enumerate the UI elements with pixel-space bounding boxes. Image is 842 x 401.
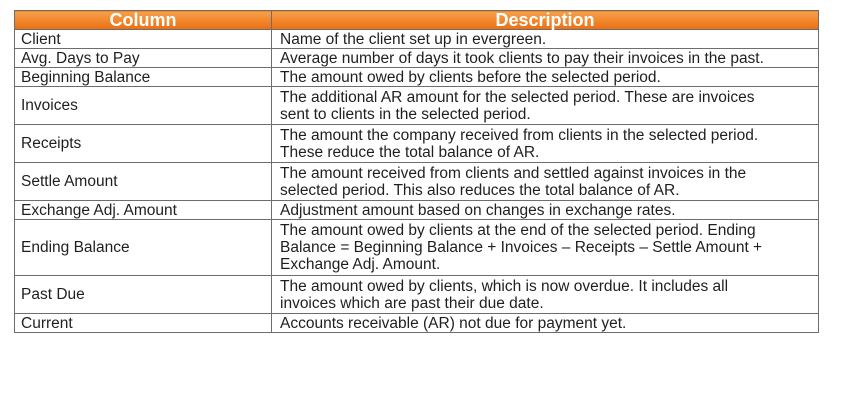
description-cell — [272, 220, 819, 276]
description-cell — [272, 201, 819, 220]
description-cell — [272, 276, 819, 314]
column-name-cell: Receipts — [15, 125, 272, 163]
description-line: The amount the company received from clients in the selected period. — [280, 126, 759, 144]
column-name-cell: Exchange Adj. Amount — [15, 201, 272, 220]
table-row — [15, 220, 819, 276]
table-row — [15, 276, 819, 314]
description-line: The amount owed by clients at the end of the selected period. Ending — [280, 222, 756, 239]
column-description-table — [14, 10, 819, 333]
description-cell — [272, 125, 819, 163]
description-cell — [272, 163, 819, 201]
table-header-row — [15, 11, 819, 30]
table-row — [15, 314, 819, 333]
table-row — [15, 125, 819, 163]
column-name-cell: Client — [15, 30, 272, 49]
column-name-cell: Invoices — [15, 87, 272, 125]
description-line: These reduce the total balance of AR. — [280, 143, 540, 161]
table-row — [15, 30, 819, 49]
column-name-cell: Avg. Days to Pay — [15, 49, 272, 68]
description-line: invoices which are past their due date. — [280, 294, 544, 312]
description-line: Adjustment amount based on changes in exchange rates. — [280, 201, 676, 219]
description-line: Average number of days it took clients to pay their invoices in the past. — [280, 49, 764, 67]
description-line: Accounts receivable (AR) not due for payment yet. — [280, 314, 627, 332]
table-row — [15, 49, 819, 68]
description-line: The amount owed by clients before the selected period. — [280, 68, 661, 86]
description-header: Description — [272, 11, 819, 30]
description-line: The additional AR amount for the selected period. These are invoices — [280, 88, 755, 106]
description-line: Balance = Beginning Balance + Invoices – Receipts – Settle Amount + — [280, 239, 763, 256]
table-row — [15, 68, 819, 87]
description-cell — [272, 68, 819, 87]
table-row — [15, 201, 819, 220]
description-cell — [272, 30, 819, 49]
column-name-cell: Beginning Balance — [15, 68, 272, 87]
description-cell — [272, 314, 819, 333]
column-name-cell: Ending Balance — [15, 220, 272, 276]
table-body — [15, 30, 819, 333]
description-cell — [272, 49, 819, 68]
description-line: Exchange Adj. Amount. — [280, 256, 441, 273]
description-line: The amount received from clients and settled against invoices in the — [280, 164, 747, 182]
description-line: selected period. This also reduces the total balance of AR. — [280, 181, 680, 199]
column-name-cell: Past Due — [15, 276, 272, 314]
description-line: sent to clients in the selected period. — [280, 105, 531, 123]
column-name-cell: Settle Amount — [15, 163, 272, 201]
description-cell — [272, 87, 819, 125]
column-header: Column — [15, 11, 272, 30]
table-row — [15, 87, 819, 125]
description-line: The amount owed by clients, which is now overdue. It includes all — [280, 277, 729, 295]
table-row — [15, 163, 819, 201]
description-line: Name of the client set up in evergreen. — [280, 30, 547, 48]
column-name-cell: Current — [15, 314, 272, 333]
